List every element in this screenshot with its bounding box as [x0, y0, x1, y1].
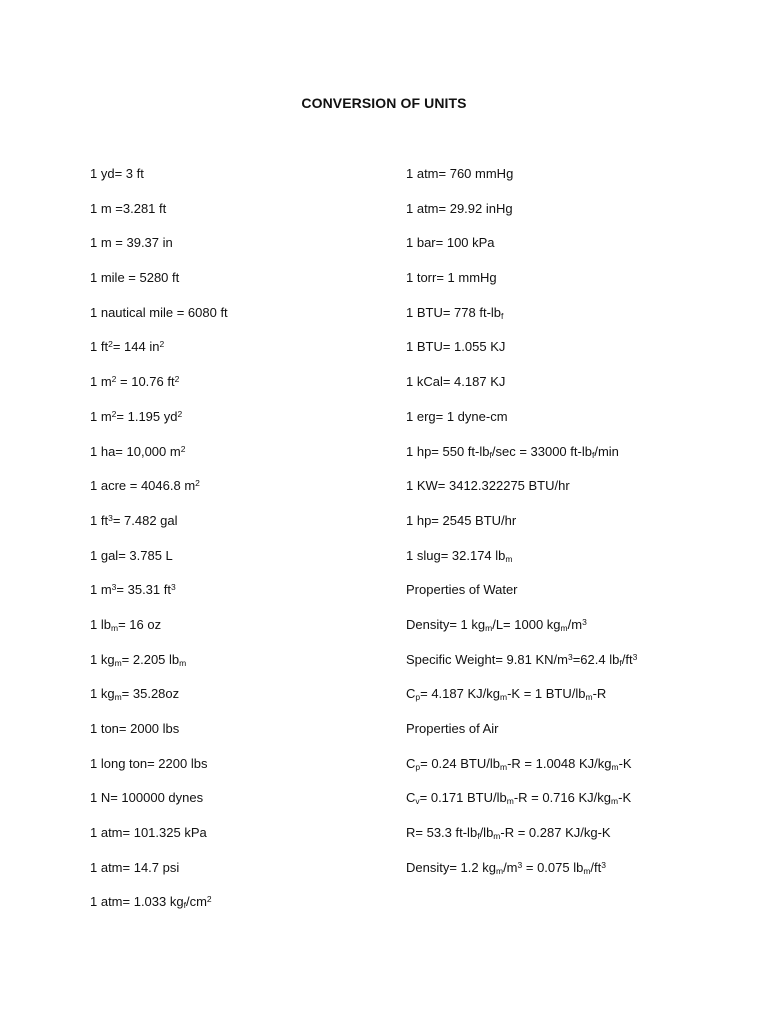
conversion-item: 1 m = 39.37 in: [90, 235, 173, 251]
conversion-item: 1 kCal= 4.187 KJ: [406, 374, 506, 390]
conversion-item: $C_p= 0.24$ BTU/$lb_m-R = 1.0048$ $KJ/kg_m-K$: [406, 755, 632, 772]
conversion-item: 1 hp= 2545 BTU/hr: [406, 512, 517, 528]
conversion-item: 1 slug= 32.174 $lb_m$: [406, 547, 513, 564]
conversion-item: 1 BTU= 778 $ft-lb_f$: [406, 304, 504, 321]
section-heading: Properties of Air: [406, 721, 499, 736]
conversion-item: 1 mile = 5280 ft: [90, 270, 180, 286]
conversion-item: 1 gal= 3.785 L: [90, 547, 173, 563]
conversion-item: 1 atm= 760 mmHg: [406, 166, 514, 181]
page-title: CONVERSION OF UNITS: [301, 95, 467, 111]
conversion-item: 1 ha= 10,000 $m^2$: [90, 443, 186, 459]
conversion-item: 1 $ft^2= 144$ $in^2$: [90, 339, 165, 355]
conversion-item: 1 nautical mile = 6080 ft: [90, 304, 228, 320]
conversion-item: 1 atm= 1.033 $kg_f/cm^2$: [90, 894, 212, 911]
conversion-item: R= 53.3 $ft-lb_f/lb_m-R = 0.287$ KJ/kg-K: [406, 825, 611, 842]
conversion-item: 1 erg= 1 dyne-cm: [406, 408, 508, 424]
left-conversion-list: [90, 164, 390, 927]
conversion-item: 1 BTU= 1.055 KJ: [406, 339, 506, 355]
conversion-item: 1 KW= 3412.322275 BTU/hr: [406, 478, 570, 494]
conversion-item: Density= 1 $kg_m/L= 1000$ $kg_m/m^3$: [406, 616, 587, 633]
conversion-item: 1 torr= 1 mmHg: [406, 270, 497, 286]
right-conversion-list: [406, 164, 756, 892]
conversion-item: 1 m =3.281 ft: [90, 200, 167, 216]
conversion-item: 1 hp= 550 $ft-lb_f/\sec = 33000$ $ft-lb_f/\min$: [406, 443, 619, 460]
conversion-item: 1 $m^2 = 10.76$ $ft^2$: [90, 374, 180, 390]
conversion-item: Specific Weight= 9.81 $KN/m^3=62.4$ $lb_f/ft^3$: [406, 651, 638, 668]
conversion-item: 1 $kg_m= 35.28oz$: [90, 686, 180, 703]
conversion-item: 1 long ton= 2200 lbs: [90, 755, 208, 771]
conversion-item: 1 $m^3= 35.31$ $ft^3$: [90, 582, 176, 598]
conversion-item: 1 bar= 100 kPa: [406, 235, 495, 251]
conversion-item: 1 acre = 4046.8 $m^2$: [90, 478, 200, 494]
conversion-item: 1 $m^2= 1.195$ $yd^2$: [90, 408, 183, 424]
conversion-item: 1 yd= 3 ft: [90, 166, 144, 181]
conversion-item: 1 N= 100000 dynes: [90, 790, 204, 806]
section-heading: Properties of Water: [406, 582, 518, 598]
conversion-item: 1 atm= 14.7 psi: [90, 859, 180, 875]
conversion-item: $C_v= 0.171$ BTU/$lb_m-R = 0.716$ $KJ/kg_m-K$: [406, 790, 632, 807]
conversion-item: 1 atm= 29.92 inHg: [406, 200, 513, 216]
conversion-item: 1 atm= 101.325 kPa: [90, 825, 207, 841]
conversion-item: 1 $ft^3= 7.482$ gal: [90, 512, 178, 528]
conversion-item: $C_p= 4.187$ $KJ/kg_m-K = 1$ BTU/$lb_m-R$: [406, 686, 607, 703]
conversion-item: Density= 1.2 $kg_m/m^3 = 0.075$ $lb_m/ft^3$: [406, 859, 606, 876]
conversion-item: 1 ton= 2000 lbs: [90, 721, 180, 736]
conversion-item: 1 $lb_m= 16$ oz: [90, 616, 162, 633]
conversion-item: 1 $kg_m= 2.205$ $lb_m$: [90, 651, 187, 668]
